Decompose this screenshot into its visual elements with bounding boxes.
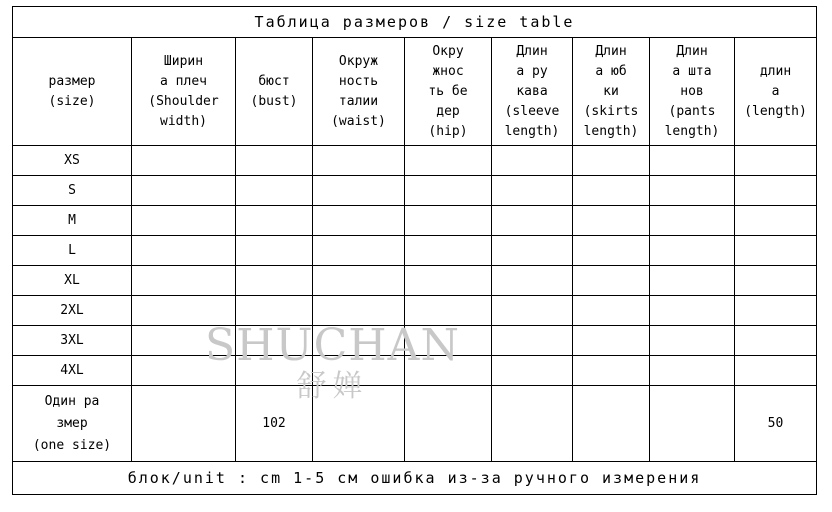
column-header-line: (bust): [250, 93, 298, 109]
table-row: [13, 206, 817, 236]
table-cell-bust: [236, 236, 313, 266]
column-header-shoulder: [132, 38, 236, 146]
table-cell-waist: [313, 176, 405, 206]
column-header-line: Окру: [432, 43, 464, 59]
watermark-latin: SHUCHAN: [205, 320, 460, 371]
column-header-line: Ширин: [163, 53, 204, 69]
size-label: M: [13, 206, 132, 236]
table-cell-bust: [236, 146, 313, 176]
table-cell-waist: [313, 206, 405, 236]
table-cell-length: [735, 326, 817, 356]
one-size-label: [13, 386, 132, 462]
column-header-line: (length): [744, 103, 807, 119]
column-header-line: Окруж: [338, 53, 379, 69]
column-header-line: ки: [603, 83, 619, 99]
table-cell-sleeve: [492, 266, 573, 296]
column-header-line: Длин: [595, 43, 627, 59]
table-cell-hip: [405, 356, 492, 386]
table-cell-pants: [650, 266, 735, 296]
table-cell-shoulder: [132, 176, 236, 206]
table-cell-pants: [650, 296, 735, 326]
size-label: XL: [13, 266, 132, 296]
table-cell-length: [735, 206, 817, 236]
column-header-skirt: [573, 38, 650, 146]
column-header-length: [735, 38, 817, 146]
one-size-cell-pants: [650, 386, 735, 462]
table-title: Таблица размеров / size table: [13, 7, 817, 38]
watermark-cjk: 舒婵: [296, 369, 369, 404]
one-size-row: [13, 386, 817, 462]
column-header-line: а ру: [516, 63, 548, 79]
column-header-waist: [313, 38, 405, 146]
table-cell-skirt: [573, 206, 650, 236]
table-cell-hip: [405, 146, 492, 176]
table-cell-shoulder: [132, 296, 236, 326]
table-cell-bust: [236, 176, 313, 206]
table-cell-sleeve: [492, 296, 573, 326]
column-header-line: Длин: [516, 43, 548, 59]
table-cell-waist: [313, 356, 405, 386]
column-header-line: Длин: [676, 43, 708, 59]
table-cell-length: [735, 266, 817, 296]
column-header-line: (skirts: [583, 103, 639, 119]
table-cell-hip: [405, 236, 492, 266]
column-header-line: ть бе: [428, 83, 468, 99]
table-cell-sleeve: [492, 146, 573, 176]
table-row: [13, 146, 817, 176]
table-cell-sleeve: [492, 356, 573, 386]
table-row: [13, 176, 817, 206]
column-header-line: талии: [338, 93, 379, 109]
size-table-container: [12, 6, 816, 496]
table-cell-skirt: [573, 296, 650, 326]
table-cell-length: [735, 296, 817, 326]
table-cell-hip: [405, 266, 492, 296]
table-cell-hip: [405, 206, 492, 236]
table-cell-shoulder: [132, 266, 236, 296]
column-header-line: (Shoulder: [148, 93, 219, 109]
table-cell-waist: [313, 146, 405, 176]
table-cell-length: [735, 236, 817, 266]
table-cell-skirt: [573, 176, 650, 206]
column-header-line: длин: [759, 63, 792, 79]
size-label: 2XL: [13, 296, 132, 326]
size-label: 4XL: [13, 356, 132, 386]
table-cell-pants: [650, 146, 735, 176]
column-header-line: а: [771, 83, 780, 99]
table-cell-shoulder: [132, 236, 236, 266]
column-header-line: ность: [338, 73, 379, 89]
table-cell-skirt: [573, 266, 650, 296]
column-header-line: жнос: [432, 63, 464, 79]
table-cell-waist: [313, 236, 405, 266]
size-label: 3XL: [13, 326, 132, 356]
table-cell-skirt: [573, 356, 650, 386]
one-size-cell-waist: [313, 386, 405, 462]
column-header-hip: [405, 38, 492, 146]
one-size-cell-skirt: [573, 386, 650, 462]
table-cell-waist: [313, 296, 405, 326]
table-cell-skirt: [573, 236, 650, 266]
column-header-line: length): [504, 123, 560, 139]
table-cell-bust: [236, 206, 313, 236]
table-cell-hip: [405, 176, 492, 206]
table-cell-bust: [236, 326, 313, 356]
one-size-label-line: (one size): [32, 437, 112, 453]
one-size-cell-bust: 102: [236, 386, 313, 462]
table-cell-shoulder: [132, 146, 236, 176]
column-header-line: (pants: [668, 103, 716, 119]
one-size-label-line: Один ра: [44, 393, 100, 409]
table-cell-sleeve: [492, 176, 573, 206]
table-cell-hip: [405, 326, 492, 356]
column-header-line: а юб: [595, 63, 627, 79]
table-cell-pants: [650, 326, 735, 356]
size-label: L: [13, 236, 132, 266]
table-row: [13, 296, 817, 326]
header-row: [13, 38, 817, 146]
table-row: [13, 266, 817, 296]
table-cell-bust: [236, 296, 313, 326]
column-header-line: (waist): [331, 113, 386, 129]
size-label: XS: [13, 146, 132, 176]
table-cell-pants: [650, 206, 735, 236]
measurement-note: блок/unit : cm 1-5 см ошибка из-за ручного измерения: [13, 462, 817, 495]
table-cell-skirt: [573, 146, 650, 176]
column-header-line: кава: [516, 83, 548, 99]
column-header-pants: [650, 38, 735, 146]
table-cell-sleeve: [492, 326, 573, 356]
table-cell-sleeve: [492, 236, 573, 266]
column-header-line: а плеч: [160, 73, 207, 89]
table-cell-sleeve: [492, 206, 573, 236]
table-cell-pants: [650, 356, 735, 386]
table-row: [13, 236, 817, 266]
column-header-line: дер: [436, 103, 460, 119]
column-header-line: а шта: [672, 63, 712, 79]
one-size-cell-length: 50: [735, 386, 817, 462]
table-cell-length: [735, 176, 817, 206]
table-cell-pants: [650, 236, 735, 266]
table-cell-shoulder: [132, 326, 236, 356]
table-cell-shoulder: [132, 206, 236, 236]
table-cell-waist: [313, 326, 405, 356]
column-header-line: (hip): [428, 123, 468, 139]
column-header-line: нов: [680, 83, 704, 99]
one-size-label-line: змер: [56, 415, 88, 431]
column-header-line: бюст: [258, 73, 290, 89]
table-cell-waist: [313, 266, 405, 296]
one-size-cell-shoulder: [132, 386, 236, 462]
one-size-cell-hip: [405, 386, 492, 462]
one-size-cell-sleeve: [492, 386, 573, 462]
column-header-sleeve: [492, 38, 573, 146]
column-header-line: length): [664, 123, 720, 139]
column-header-line: (sleeve: [504, 103, 560, 119]
table-cell-length: [735, 146, 817, 176]
table-row: [13, 356, 817, 386]
column-header-size: [13, 38, 132, 146]
table-cell-hip: [405, 296, 492, 326]
table-cell-shoulder: [132, 356, 236, 386]
table-cell-skirt: [573, 326, 650, 356]
footer-row: [13, 462, 817, 495]
size-table: [12, 6, 817, 495]
table-cell-bust: [236, 356, 313, 386]
column-header-line: length): [583, 123, 639, 139]
table-cell-pants: [650, 176, 735, 206]
table-cell-bust: [236, 266, 313, 296]
table-cell-length: [735, 356, 817, 386]
column-header-line: размер: [48, 73, 96, 89]
column-header-bust: [236, 38, 313, 146]
table-row: [13, 326, 817, 356]
size-label: S: [13, 176, 132, 206]
column-header-line: (size): [48, 93, 96, 109]
column-header-line: width): [160, 113, 207, 129]
